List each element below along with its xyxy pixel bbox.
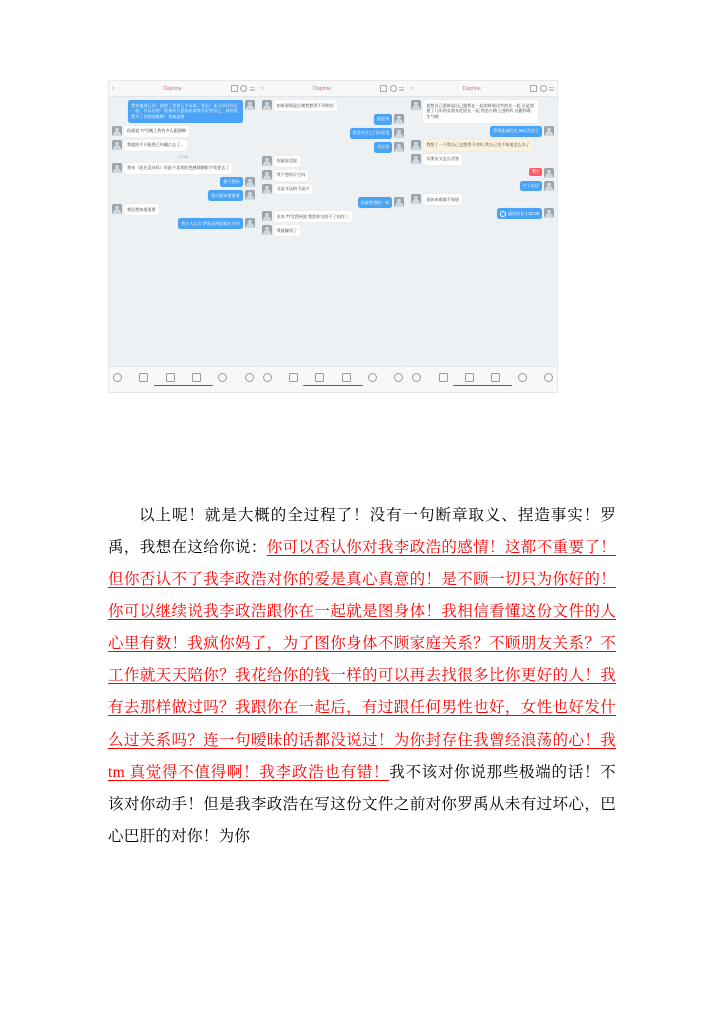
image-icon[interactable] bbox=[166, 373, 175, 382]
avatar bbox=[262, 100, 272, 110]
menu-icon[interactable] bbox=[250, 86, 255, 91]
avatar bbox=[262, 225, 272, 235]
home-icon[interactable] bbox=[380, 85, 387, 92]
message-bubble: 我不想你让它吗 bbox=[274, 170, 309, 181]
contact-name-2: Daphne bbox=[313, 85, 332, 92]
message-bubble: 打个电话 bbox=[520, 181, 542, 192]
mail-icon[interactable] bbox=[289, 373, 298, 382]
message-bubble: 本来 77号我到底 我给你写的不了的作三 bbox=[274, 211, 352, 222]
message-bubble: 我弟（你还没录吗）你最不喜欢的把感情随影字希要去了 bbox=[124, 163, 232, 174]
phone-icon[interactable] bbox=[240, 85, 247, 92]
tool-row bbox=[412, 373, 553, 382]
message-row bbox=[112, 100, 255, 123]
avatar bbox=[411, 100, 421, 110]
message-row bbox=[262, 114, 405, 125]
avatar bbox=[262, 184, 272, 194]
message-row bbox=[112, 163, 255, 174]
avatar bbox=[112, 140, 122, 150]
message-row bbox=[262, 100, 405, 111]
avatar bbox=[112, 126, 122, 136]
message-row bbox=[262, 197, 405, 208]
message-row bbox=[112, 218, 255, 229]
back-icon[interactable]: ‹ bbox=[411, 84, 414, 92]
home-indicator bbox=[453, 385, 512, 387]
message-row bbox=[112, 177, 255, 188]
message-bubble: 如果事情是后期我想得不到的话 bbox=[274, 100, 337, 111]
menu-icon[interactable] bbox=[549, 86, 554, 91]
message-bubble: 我个人以为 罗禹是两面都在讨好 bbox=[178, 218, 242, 229]
message-row bbox=[262, 170, 405, 181]
camera-icon[interactable] bbox=[491, 373, 500, 382]
avatar bbox=[262, 156, 272, 166]
back-icon[interactable]: ‹ bbox=[261, 84, 265, 92]
message-bubble: 女朋友又怎么回答 bbox=[423, 154, 462, 165]
phone-call-icon bbox=[500, 211, 506, 217]
message-row bbox=[262, 225, 405, 236]
back-icon[interactable]: ‹ bbox=[112, 84, 115, 92]
message-bubble: 我会在这上门问意见 bbox=[350, 128, 393, 139]
message-row bbox=[411, 208, 554, 219]
mic-icon[interactable] bbox=[113, 373, 122, 382]
message-bubble: 他起来 bbox=[374, 114, 392, 125]
mic-icon[interactable] bbox=[263, 373, 272, 382]
avatar bbox=[262, 170, 272, 180]
message-list-1 bbox=[109, 97, 258, 366]
tool-row bbox=[113, 373, 254, 382]
message-bubble: 没必要 bbox=[374, 142, 392, 153]
avatar bbox=[394, 197, 404, 207]
menu-icon[interactable] bbox=[399, 86, 404, 91]
emoji-icon[interactable] bbox=[368, 373, 377, 382]
message-list-2 bbox=[259, 97, 408, 366]
avatar bbox=[245, 177, 255, 187]
contact-name-1: Daphne bbox=[163, 85, 182, 92]
tail-text: 我不该对你说那些极端的话！不该对你动手！但是我李政浩在写这份文件之前对你罗禹从未有过坏心，巴心巴肝的对你！为你 bbox=[108, 763, 616, 845]
message-row bbox=[411, 100, 554, 123]
chat-screenshot-collage bbox=[108, 80, 558, 393]
camera-icon[interactable] bbox=[192, 373, 201, 382]
phone-icon[interactable] bbox=[540, 85, 547, 92]
message-bubble: 罗禹他真的在 tmd 没答了 bbox=[490, 126, 542, 137]
chat-toolbar-3 bbox=[408, 366, 557, 392]
article-body bbox=[108, 500, 616, 853]
timestamp: 13:08 bbox=[178, 154, 188, 159]
avatar bbox=[411, 154, 421, 164]
recall-button[interactable]: 撒回 bbox=[529, 168, 542, 176]
message-row bbox=[112, 126, 255, 137]
chat-header-1 bbox=[109, 81, 258, 97]
message-row bbox=[411, 154, 554, 165]
message-row bbox=[411, 126, 554, 137]
avatar bbox=[544, 168, 554, 178]
camera-icon[interactable] bbox=[342, 373, 351, 382]
message-bubble: 我还想知道重要 bbox=[124, 204, 159, 215]
message-bubble: 看你来难都不知道 bbox=[423, 194, 462, 205]
emoji-icon[interactable] bbox=[518, 373, 527, 382]
home-indicator bbox=[303, 385, 362, 387]
header-icons-3 bbox=[530, 85, 554, 92]
contact-name-3: Daphne bbox=[462, 85, 481, 92]
emoji-icon[interactable] bbox=[218, 373, 227, 382]
message-bubble: 我只能知道重要 bbox=[208, 190, 243, 201]
tool-row bbox=[263, 373, 404, 382]
home-icon[interactable] bbox=[231, 85, 238, 92]
message-row bbox=[112, 204, 255, 215]
message-bubble-note: 我想了一下我自己也想得不对吗 我自己也不知道怎么办了 bbox=[423, 140, 532, 151]
avatar bbox=[394, 128, 404, 138]
article-paragraph bbox=[108, 500, 616, 853]
mail-icon[interactable] bbox=[139, 373, 148, 382]
call-duration-bubble bbox=[497, 208, 542, 219]
avatar bbox=[112, 204, 122, 214]
message-bubble: 我对他那么好！他给了我那么多承诺，要去！本可以好好在一起，有以后的！结果你只是如此拿我开玩笑而已，真的很想开了你的情维啊！我真造唯 bbox=[128, 100, 242, 123]
plus-icon[interactable] bbox=[394, 373, 403, 382]
chat-header-2 bbox=[259, 81, 408, 97]
avatar bbox=[245, 190, 255, 200]
call-duration-label: 通话时长 1:02:39 bbox=[507, 210, 540, 216]
avatar bbox=[262, 211, 272, 221]
mic-icon[interactable] bbox=[412, 373, 421, 382]
message-bubble: 最想自己重新起自己跟我在一起的时候这些的在一起 还是想要了几年的女朋友吃饭在一起 热恋小路上进的听 这跟和谁生气啊 bbox=[423, 100, 537, 123]
message-bubble: 我就解消了 bbox=[274, 225, 300, 236]
message-row bbox=[112, 140, 255, 151]
avatar bbox=[245, 100, 255, 110]
message-row bbox=[262, 211, 405, 222]
home-icon[interactable] bbox=[530, 85, 537, 92]
avatar bbox=[411, 140, 421, 150]
message-list-3 bbox=[408, 97, 557, 366]
avatar bbox=[544, 181, 554, 191]
phone-icon[interactable] bbox=[390, 85, 397, 92]
message-bubble: 我就抬手只能要已经翻点去了。 bbox=[124, 140, 187, 151]
message-row bbox=[411, 194, 554, 205]
message-row bbox=[262, 156, 405, 167]
message-row bbox=[411, 140, 554, 151]
header-icons-2 bbox=[380, 85, 404, 92]
message-bubble: 这是开玩的不高兴 bbox=[274, 184, 313, 195]
chat-toolbar-1 bbox=[109, 366, 258, 392]
avatar bbox=[245, 218, 255, 228]
message-bubble: 你就是没说 bbox=[274, 156, 300, 167]
chat-screenshot-3 bbox=[408, 81, 557, 392]
chat-screenshot-2 bbox=[259, 81, 408, 392]
message-row bbox=[411, 168, 554, 178]
highlighted-red-text: 你可以否认你对我李政浩的感情！这都不重要了！但你否认不了我李政浩对你的爱是真心真意的！是不顾一切只为你好的！你可以继续说我李政浩跟你在一起就是图身体！我相信看懂这份文件的人心里有数！我疯你妈了，为了图你身体不顾家庭关系？不顾朋友关系？不工作就天天陪你？我花给你的钱一样的可以再去找很多比你更好的人！我有去那样做过吗？我跟你在一起后，有过跟任何男性也好，女性也好发什么过关系吗？连一句暧昧的话都没说过！为你封存住我曾经浪荡的心！我 tm 真觉得不值得啊！我李政浩也有错！ bbox=[108, 539, 616, 781]
mail-icon[interactable] bbox=[439, 373, 448, 382]
plus-icon[interactable] bbox=[544, 373, 553, 382]
message-row bbox=[112, 190, 255, 201]
chat-screenshot-1 bbox=[109, 81, 258, 392]
message-bubble: 你就说 77号晚上我有多么跟酒啊 bbox=[124, 126, 189, 137]
message-row bbox=[262, 142, 405, 153]
lead-text: 以上呢！就是大概的全过程了！没有一句断章取义、捏造事实！罗禹，我想在这给你说： bbox=[108, 507, 616, 557]
message-row bbox=[411, 181, 554, 192]
message-row bbox=[262, 184, 405, 195]
avatar bbox=[112, 163, 122, 173]
chat-header-3 bbox=[408, 81, 557, 97]
avatar bbox=[544, 126, 554, 136]
avatar bbox=[411, 194, 421, 204]
image-icon[interactable] bbox=[315, 373, 324, 382]
message-bubble: 我不想你 bbox=[220, 177, 242, 188]
plus-icon[interactable] bbox=[245, 373, 254, 382]
message-bubble: 你就救想的一样 bbox=[358, 197, 393, 208]
header-icons-1 bbox=[231, 85, 255, 92]
avatar bbox=[544, 208, 554, 218]
avatar bbox=[394, 114, 404, 124]
image-icon[interactable] bbox=[465, 373, 474, 382]
message-row bbox=[262, 128, 405, 139]
home-indicator bbox=[154, 385, 213, 387]
chat-toolbar-2 bbox=[259, 366, 408, 392]
avatar bbox=[394, 142, 404, 152]
